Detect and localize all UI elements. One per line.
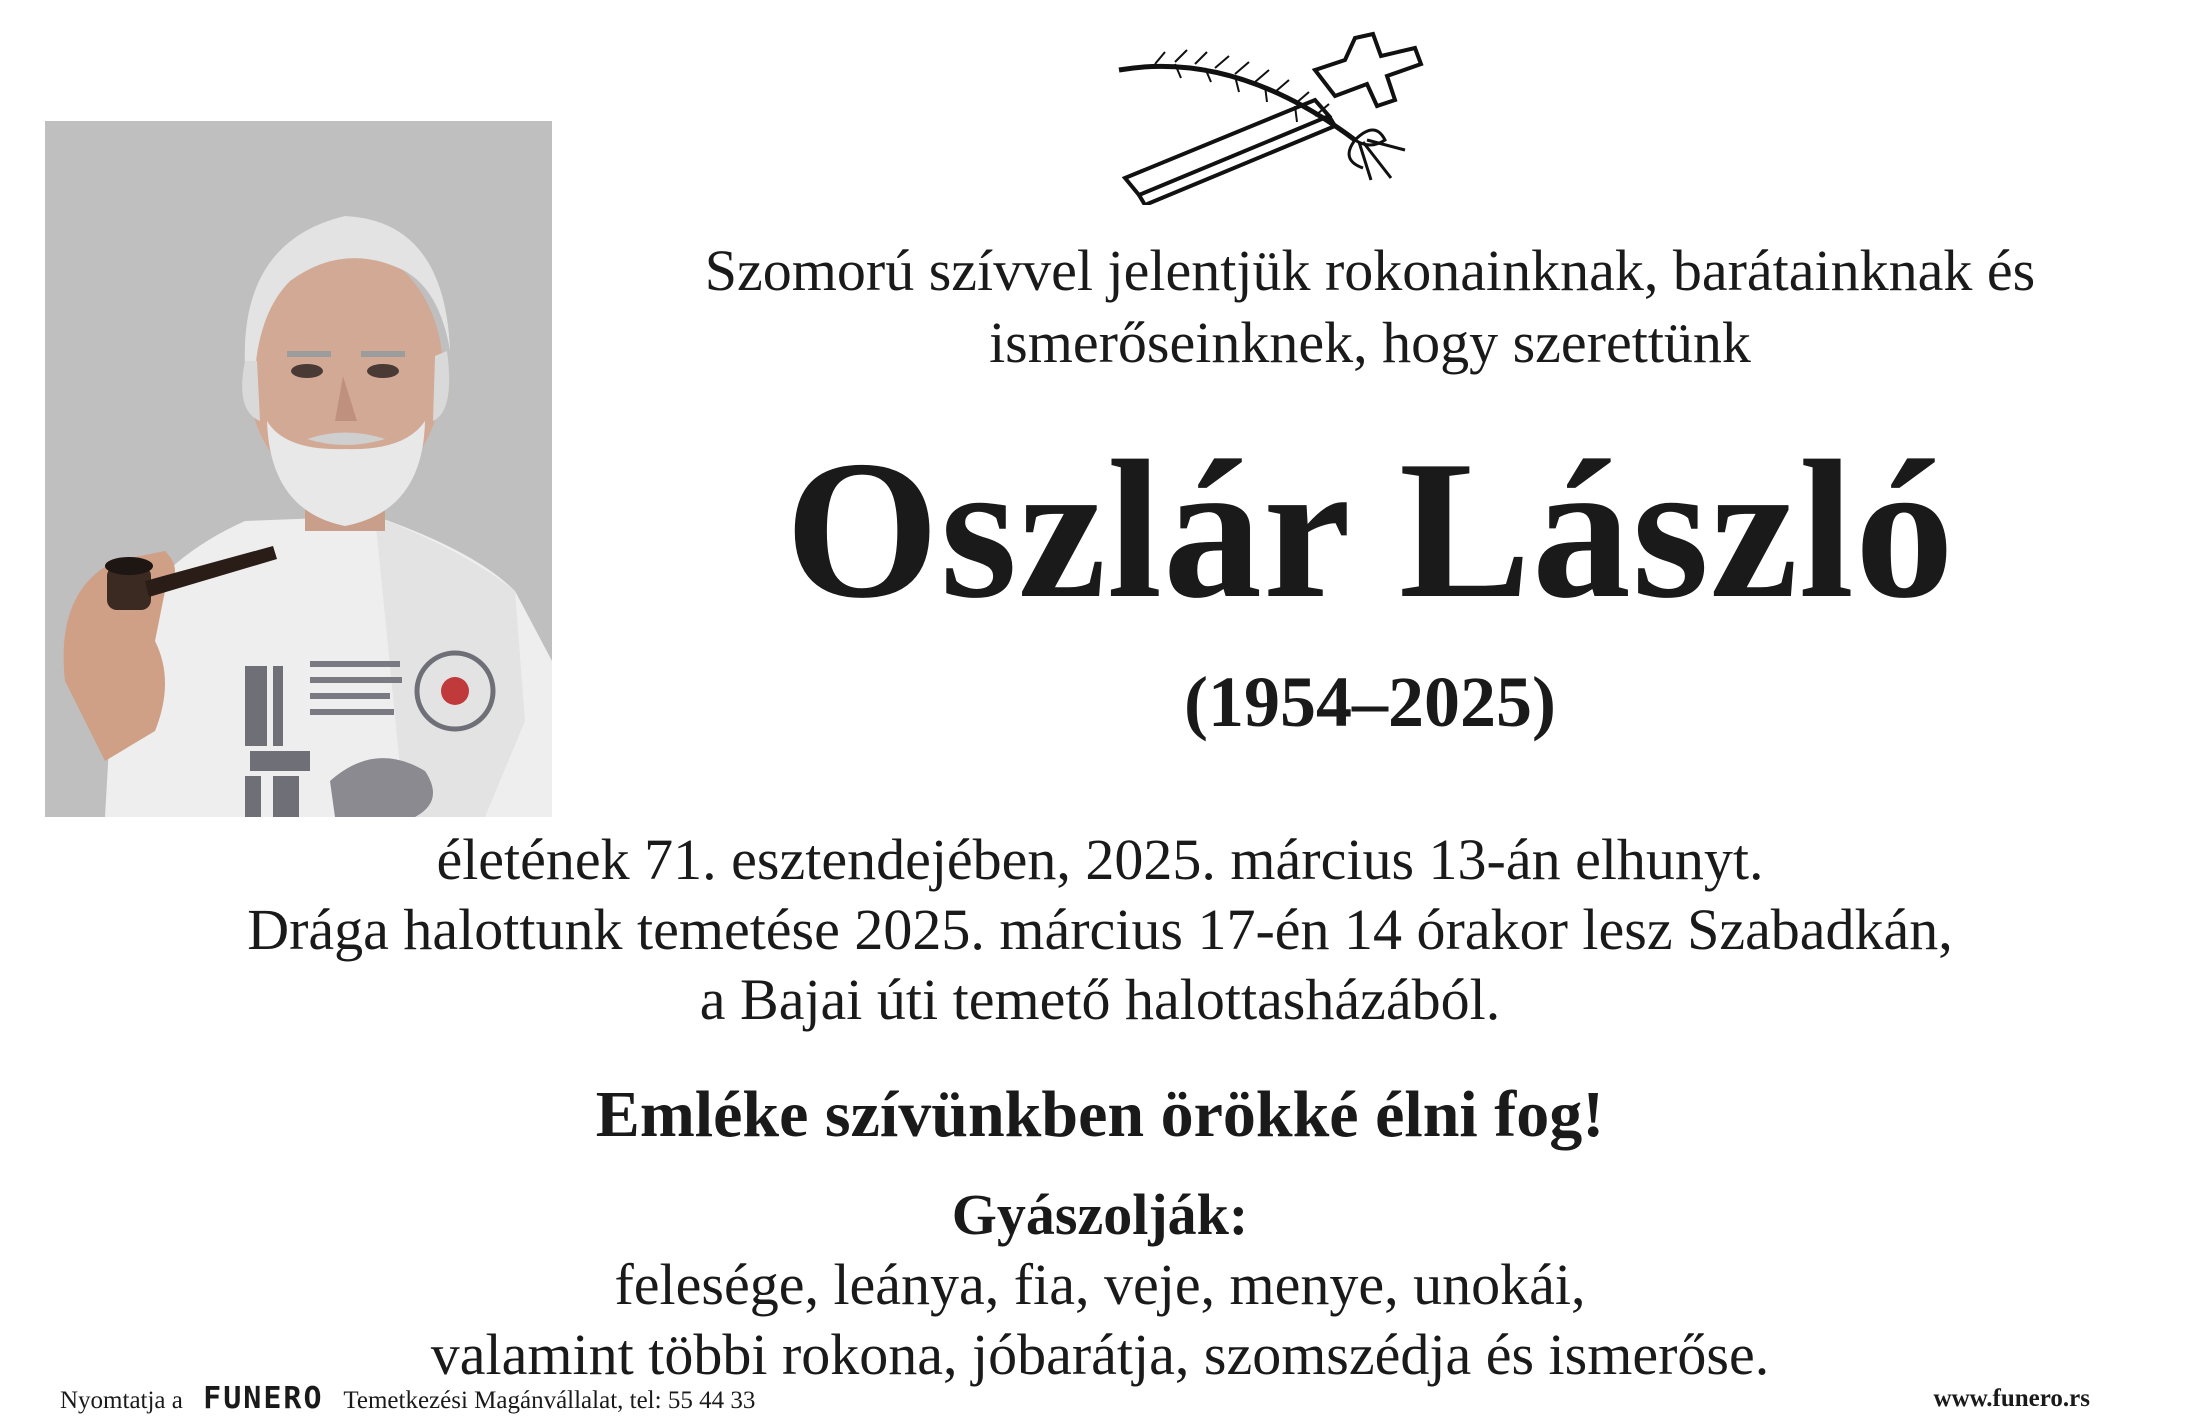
intro-line: Szomorú szívvel jelentjük rokonainknak, barátainknak és <box>704 238 2036 303</box>
announcement-line: Drága halottunk temetése 2025. március 17-én 14 órakor lesz Szabadkán, <box>247 897 1953 962</box>
footer-company: Temetkezési Magánvállalat, tel: 55 44 33 <box>343 1387 756 1414</box>
mourners-line: valamint többi rokona, jóbarátja, szomszédja és ismerőse. <box>430 1322 1770 1387</box>
portrait-photo <box>45 121 552 817</box>
cross-with-palm-drawing <box>1115 30 1445 205</box>
mourners-line: felesége, leánya, fia, veje, menye, unokái, <box>614 1252 1586 1317</box>
mourners-section <box>60 1180 2140 1390</box>
funero-logo: FUNERO <box>203 1381 324 1416</box>
funeral-announcement <box>60 825 2140 1035</box>
mourners-heading: Gyászolják: <box>951 1182 1249 1247</box>
intro-text <box>600 235 2140 379</box>
cross-with-palm-icon <box>1115 30 1445 205</box>
intro-line: ismerőseinknek, hogy szerettünk <box>989 310 1751 375</box>
footer <box>60 1381 2140 1416</box>
footer-printed-by: Nyomtatja a <box>60 1387 183 1414</box>
footer-printer-info <box>60 1381 756 1416</box>
announcement-line: a Bajai úti temető halottasházából. <box>699 967 1501 1032</box>
portrait-illustration <box>45 121 552 817</box>
announcement-line: életének 71. esztendejében, 2025. március 13-án elhunyt. <box>436 827 1764 892</box>
memorial-motto: Emléke szívünkben örökké élni fog! <box>595 1078 1605 1151</box>
deceased-name: Oszlár László <box>785 420 1955 639</box>
life-years: (1954–2025) <box>1184 662 1556 742</box>
footer-website: www.funero.rs <box>1933 1385 2090 1412</box>
